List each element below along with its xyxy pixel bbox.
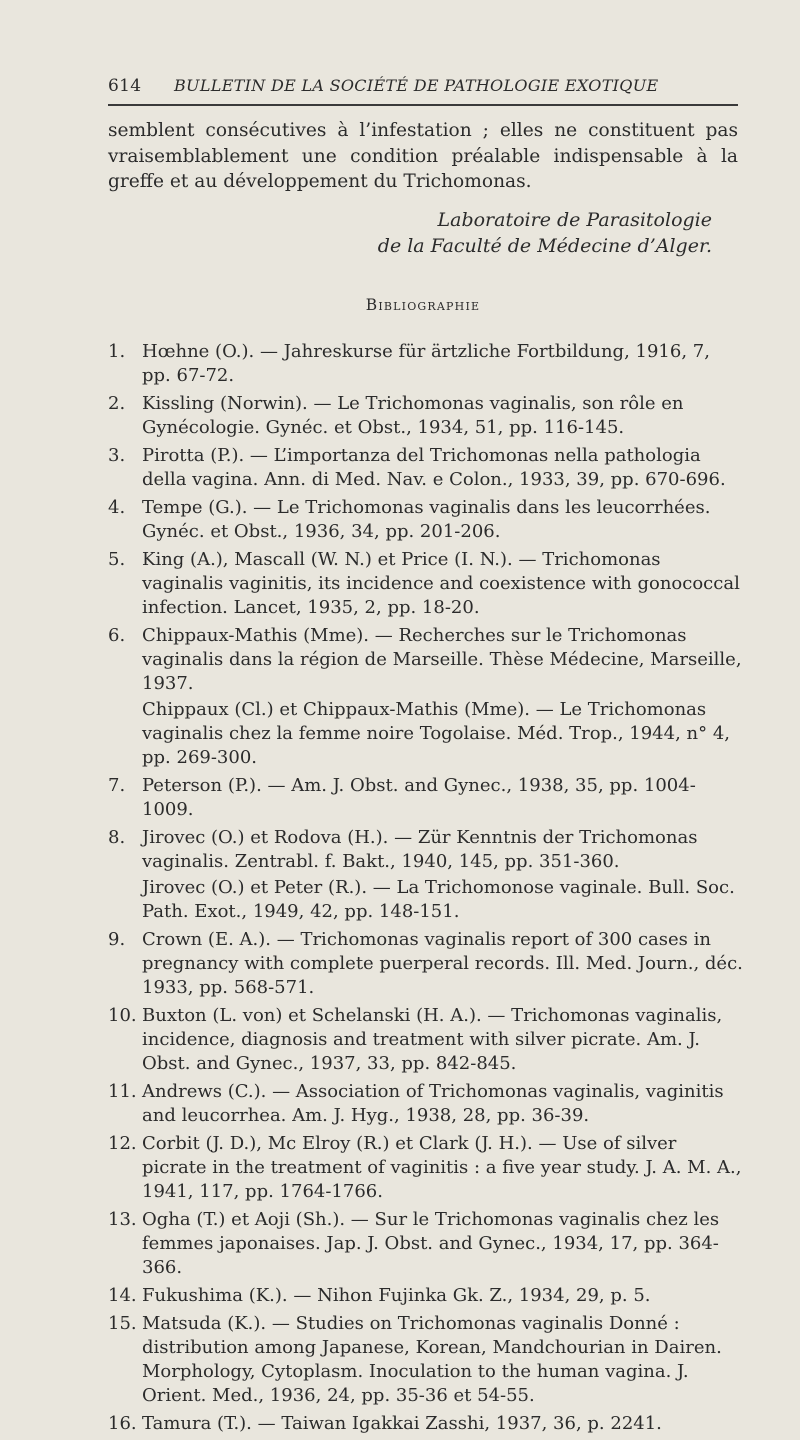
reference-number: 12. — [108, 1133, 137, 1154]
reference-text: Chippaux (Cl.) et Chippaux-Mathis (Mme). — Le Trichomonas vaginalis chez la femme noire Togolaise. Méd. Trop., 1944, n° 4, pp. 269-300. — [142, 699, 731, 768]
reference-text: Matsuda (K.). — Studies on Trichomonas vaginalis Donné : distribution among Japanese, Korean, Mandchourian in Dairen. Morphology, Cytoplasm. Inoculation to the human vagina. J. Orient. Med., 1936, 24, pp. 35-36 et 54-55. — [142, 1313, 722, 1406]
reference-item — [108, 1312, 744, 1408]
reference-text: Pirotta (P.). — L’importanza del Trichomonas nella pathologia della vagina. Ann. di Med. Nav. e Colon., 1933, 39, pp. 670-696. — [142, 445, 726, 490]
reference-text: Chippaux-Mathis (Mme). — Recherches sur le Trichomonas vaginalis dans la région de Marseille. Thèse Médecine, Marseille, 1937. — [142, 625, 742, 694]
reference-text: Hœhne (O.). — Jahreskurse für ärtzliche Fortbildung, 1916, 7, pp. 67-72. — [142, 341, 710, 386]
reference-number: 11. — [108, 1081, 137, 1102]
body-paragraph: semblent consécutives à l’infestation ; elles ne constituent pas vraisemblablement une condition préalable indispensable à la greffe et au développement du Trichomonas. — [108, 120, 738, 192]
reference-number: 3. — [108, 445, 126, 466]
reference-number: 1. — [108, 341, 126, 362]
reference-text: Kissling (Norwin). — Le Trichomonas vaginalis, son rôle en Gynécologie. Gynéc. et Obst., 1934, 51, pp. 116-145. — [142, 393, 684, 438]
reference-item — [108, 1208, 744, 1280]
reference-item — [108, 1132, 744, 1204]
bibliography-heading: Bibliographie — [365, 296, 481, 314]
reference-text: Corbit (J. D.), Mc Elroy (R.) et Clark (J. H.). — Use of silver picrate in the treatment of vaginitis : a five year study. J. A. M. A., 1941, 117, pp. 1764-1766. — [142, 1133, 742, 1202]
reference-item — [108, 1284, 744, 1308]
affiliation-line-2: de la Faculté de Médecine d’Alger. — [377, 235, 712, 257]
reference-number: 8. — [108, 827, 126, 848]
reference-number: 5. — [108, 549, 126, 570]
reference-number: 15. — [108, 1313, 137, 1334]
reference-text: King (A.), Mascall (W. N.) et Price (I. N.). — Trichomonas vaginalis vaginitis, its incidence and coexistence with gonococcal infection. Lancet, 1935, 2, pp. 18-20. — [142, 549, 740, 618]
reference-number: 14. — [108, 1285, 137, 1306]
reference-item — [108, 1004, 744, 1076]
reference-text: Buxton (L. von) et Schelanski (H. A.). — Trichomonas vaginalis, incidence, diagnosis and treatment with silver picrate. Am. J. Obst. and Gynec., 1937, 33, pp. 842-845. — [142, 1005, 723, 1074]
reference-number: 16. — [108, 1413, 137, 1434]
reference-item — [108, 1412, 744, 1436]
reference-item — [108, 444, 744, 492]
reference-text: Tempe (G.). — Le Trichomonas vaginalis dans les leucorrhées. Gynéc. et Obst., 1936, 34, pp. 201-206. — [142, 497, 711, 542]
reference-item — [108, 698, 744, 770]
reference-text: Ogha (T.) et Aoji (Sh.). — Sur le Trichomonas vaginalis chez les femmes japonaises. Jap. J. Obst. and Gynec., 1934, 17, pp. 364-366. — [142, 1209, 720, 1278]
reference-text: Tamura (T.). — Taiwan Igakkai Zasshi, 1937, 36, p. 2241. — [142, 1413, 662, 1434]
reference-text: Jirovec (O.) et Peter (R.). — La Trichomonose vaginale. Bull. Soc. Path. Exot., 1949, 42, pp. 148-151. — [142, 877, 735, 922]
reference-number: 7. — [108, 775, 126, 796]
reference-item — [108, 496, 744, 544]
reference-item — [108, 928, 744, 1000]
reference-text: Fukushima (K.). — Nihon Fujinka Gk. Z., 1934, 29, p. 5. — [142, 1285, 651, 1306]
reference-item — [108, 1080, 744, 1128]
reference-number: 10. — [108, 1005, 137, 1026]
reference-number: 6. — [108, 625, 126, 646]
page-number: 614 — [108, 76, 142, 96]
affiliation-line-1: Laboratoire de Parasitologie — [437, 209, 712, 231]
reference-number: 9. — [108, 929, 126, 950]
reference-item — [108, 774, 744, 822]
reference-item — [108, 826, 744, 874]
reference-list — [108, 340, 744, 1440]
reference-text: Jirovec (O.) et Rodova (H.). — Zür Kenntnis der Trichomonas vaginalis. Zentrabl. f. Bakt., 1940, 145, pp. 351-360. — [142, 827, 698, 872]
reference-item — [108, 392, 744, 440]
reference-text: Peterson (P.). — Am. J. Obst. and Gynec., 1938, 35, pp. 1004-1009. — [142, 775, 696, 820]
reference-number: 13. — [108, 1209, 137, 1230]
journal-title: BULLETIN DE LA SOCIÉTÉ DE PATHOLOGIE EXOTIQUE — [174, 76, 659, 95]
reference-item — [108, 876, 744, 924]
reference-item — [108, 548, 744, 620]
reference-number: 2. — [108, 393, 126, 414]
reference-item — [108, 624, 744, 696]
header-rule — [108, 104, 738, 106]
reference-text: Andrews (C.). — Association of Trichomonas vaginalis, vaginitis and leucorrhea. Am. J. Hyg., 1938, 28, pp. 36-39. — [142, 1081, 724, 1126]
reference-item — [108, 340, 744, 388]
reference-number: 4. — [108, 497, 126, 518]
reference-text: Crown (E. A.). — Trichomonas vaginalis report of 300 cases in pregnancy with complete puerperal records. Ill. Med. Journ., déc. 1933, pp. 568-571. — [142, 929, 743, 998]
